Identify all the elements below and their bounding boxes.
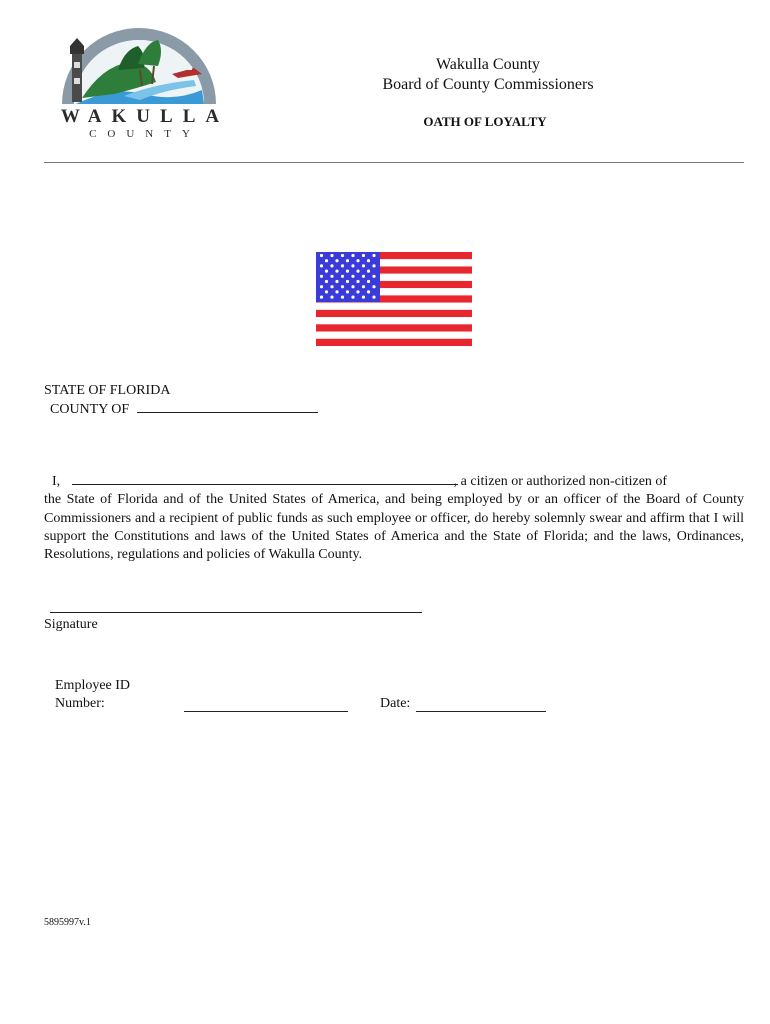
flag-star [372, 275, 375, 278]
flag-star [362, 275, 365, 278]
flag-star [367, 280, 370, 283]
flag-star [367, 290, 370, 293]
flag-star [351, 254, 354, 257]
flag-star [325, 290, 328, 293]
flag-stripe [316, 324, 472, 331]
flag-star [362, 264, 365, 267]
flag-star [320, 285, 323, 288]
employee-id-label: Employee ID [55, 678, 131, 693]
employee-id-blank[interactable] [184, 711, 348, 712]
flag-star [341, 264, 344, 267]
us-flag-icon [316, 252, 472, 346]
flag-star [325, 280, 328, 283]
flag-star [330, 285, 333, 288]
flag-star [330, 254, 333, 257]
date-label: Date: [380, 696, 411, 711]
flag-star [346, 270, 349, 273]
flag-star [320, 275, 323, 278]
oath-prefix: I, [52, 474, 61, 489]
flag-star [335, 290, 338, 293]
flag-star [356, 280, 359, 283]
flag-star [330, 296, 333, 299]
flag-star [372, 264, 375, 267]
flag-star [351, 264, 354, 267]
flag-star [335, 259, 338, 262]
flag-stripe [316, 310, 472, 317]
flag-star [362, 296, 365, 299]
flag-star [325, 270, 328, 273]
flag-stripe [316, 303, 472, 310]
date-blank[interactable] [416, 711, 546, 712]
flag-stripe [316, 317, 472, 324]
logo-arch-icon [54, 24, 224, 108]
flag-star [341, 296, 344, 299]
flag-star [320, 264, 323, 267]
logo-county-text: COUNTY [89, 128, 201, 140]
flag-star [356, 259, 359, 262]
org-board: Board of County Commissioners [382, 76, 594, 93]
flag-star [351, 275, 354, 278]
oath-body: the State of Florida and of the United States of America, and being employed by or an officer of the Board of County Commissioners and a recipient of public funds as such employee or officer, do hereby solemnly swear and affirm that I will support the Constitutions and laws of the United States of America and the State of Florida; and the laws, Ordinances, Resolutions, regulations and policies of Wakulla County. [44, 492, 744, 563]
flag-star [346, 259, 349, 262]
oath-first-line [44, 472, 744, 491]
flag-star [372, 296, 375, 299]
flag-star [325, 259, 328, 262]
header-divider [44, 162, 744, 163]
flag-star [341, 254, 344, 257]
flag-star [367, 259, 370, 262]
signature-label: Signature [44, 617, 98, 632]
flag-star [346, 280, 349, 283]
flag-star [362, 254, 365, 257]
flag-star [351, 296, 354, 299]
county-label: COUNTY OF [50, 402, 130, 417]
wakulla-county-logo [54, 24, 230, 142]
flag-star [351, 285, 354, 288]
flag-star [356, 290, 359, 293]
logo-wakulla-text: WAKULLA [60, 106, 230, 127]
flag-star [356, 270, 359, 273]
document-title: OATH OF LOYALTY [423, 114, 547, 129]
document-code: 5895997v.1 [44, 917, 91, 928]
name-blank[interactable] [72, 472, 458, 485]
oath-paragraph [44, 472, 744, 564]
flag-star [346, 290, 349, 293]
org-name: Wakulla County [435, 56, 541, 73]
flag-star [320, 296, 323, 299]
flag-stripe [316, 332, 472, 339]
state-line: STATE OF FLORIDA [44, 383, 171, 398]
flag-star [335, 270, 338, 273]
employee-number-label: Number: [55, 696, 105, 711]
flag-star [335, 280, 338, 283]
county-blank[interactable] [137, 400, 318, 413]
flag-stripe [316, 339, 472, 346]
county-line [50, 400, 318, 420]
flag-star [341, 275, 344, 278]
flag-star [330, 275, 333, 278]
flag-star [330, 264, 333, 267]
flag-star [367, 270, 370, 273]
flag-star [372, 254, 375, 257]
signature-line[interactable] [50, 612, 422, 613]
oath-citizen-text: , a citizen or authorized non-citizen of [453, 474, 668, 489]
flag-star [320, 254, 323, 257]
flag-star [372, 285, 375, 288]
flag-star [341, 285, 344, 288]
flag-star [362, 285, 365, 288]
